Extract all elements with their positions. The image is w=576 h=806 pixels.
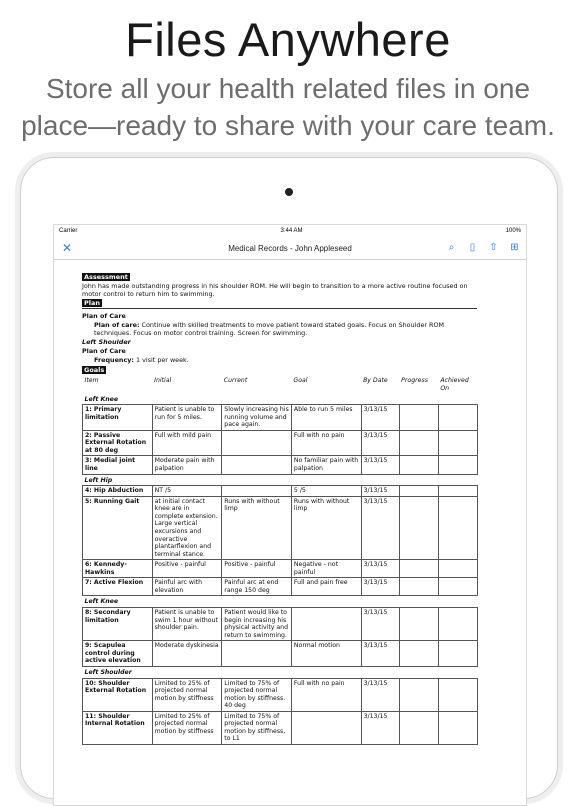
table-cell: Patient is unable to swim 1 hour without shoulder pain. [152, 608, 222, 641]
table-row [83, 496, 478, 560]
table-cell: Limited to 75% of projected normal motion by stiffness, to L1 [222, 711, 292, 744]
column-header: Progress [401, 377, 428, 385]
plan-heading: Plan [84, 299, 101, 308]
status-bar [54, 225, 526, 237]
plan-of-care-label-2: Plan of Care [82, 347, 126, 356]
table-cell: Slowly increasing his running volume and pace again. [222, 405, 292, 431]
table-cell [291, 608, 361, 641]
table-cell [399, 578, 438, 596]
table-cell [438, 430, 477, 456]
table-cell [399, 430, 438, 456]
table-cell: 1: Primary limitation [83, 405, 153, 431]
goal-group-row [83, 666, 478, 678]
table-cell [438, 578, 477, 596]
table-row [83, 405, 478, 431]
table-cell [222, 641, 292, 667]
table-cell: Full and pain free [291, 578, 361, 596]
plan-of-care-label: Plan of Care [82, 312, 126, 321]
table-cell: Moderate dyskinesia [152, 641, 222, 667]
table-row [83, 560, 478, 578]
table-cell: Full with no pain [291, 430, 361, 456]
tablet-screen [53, 224, 527, 806]
assessment-text: John has made outstanding progress in his shoulder ROM. He will begin to transition to a more active routine focused on motor control to return him to swimming. [82, 282, 468, 299]
table-cell [399, 405, 438, 431]
table-cell: Painful arc at end range 150 deg [222, 578, 292, 596]
table-cell [399, 456, 438, 474]
table-cell: Limited to 25% of projected normal motion by stiffness [152, 711, 222, 744]
table-cell [291, 711, 361, 744]
table-row [83, 678, 478, 711]
frequency-text: 1 visit per week. [136, 356, 189, 365]
goal-group-row [83, 474, 478, 486]
table-row [83, 578, 478, 596]
table-cell: Moderate pain with palpation [152, 456, 222, 474]
table-cell: 9: Scapulea control during active elevation [83, 641, 153, 667]
table-cell: Patient would like to begin increasing his physical activity and return to swimming. [222, 608, 292, 641]
medical-record-document [82, 273, 477, 745]
column-header: Item [84, 377, 99, 385]
assessment-heading: Assessment [84, 273, 128, 281]
table-cell: 5 /5 [291, 486, 361, 497]
column-header: Achieved On [440, 377, 469, 392]
table-cell: 3/13/15 [361, 711, 399, 744]
table-cell [438, 496, 477, 560]
table-cell: 3/13/15 [361, 496, 399, 560]
table-cell [438, 641, 477, 667]
goals-heading: Goals [84, 366, 105, 375]
table-cell: 11: Shoulder Internal Rotation [83, 711, 153, 744]
column-header: Goal [293, 377, 308, 385]
table-cell [438, 608, 477, 641]
goal-group-label: Left Knee [84, 395, 119, 403]
table-cell: NT /5 [152, 486, 222, 497]
goals-table [82, 376, 478, 745]
table-row [83, 486, 478, 497]
goal-group-row [83, 596, 478, 608]
table-cell: 4: Hip Abduction [83, 486, 153, 497]
goals-body [83, 394, 478, 745]
page-headline: Files Anywhere [125, 13, 451, 66]
search-icon[interactable]: ⌕ [448, 242, 455, 253]
table-cell: Runs with without limp [222, 496, 292, 560]
carrier-label: Carrier [59, 228, 78, 234]
subheadline-line-1: Store all your health related files in one [45, 73, 531, 104]
table-cell: Limited to 75% of projected normal motion by stiffness. 40 deg [222, 678, 292, 711]
table-cell: Positive - painful [152, 560, 222, 578]
table-cell [438, 560, 477, 578]
table-row [83, 456, 478, 474]
table-cell [399, 641, 438, 667]
table-cell [438, 678, 477, 711]
table-cell: 3/13/15 [361, 578, 399, 596]
clock-label: 3:44 AM [280, 228, 303, 234]
table-cell: Runs with without limp [291, 496, 361, 560]
table-row [83, 641, 478, 667]
table-cell: 6: Kennedy-Hawkins [83, 560, 153, 578]
table-row [83, 608, 478, 641]
table-cell: 3/13/15 [361, 486, 399, 497]
table-cell: 3/13/15 [361, 608, 399, 641]
table-cell: Negative - not painful [291, 560, 361, 578]
table-cell [438, 405, 477, 431]
document-title: Medical Records - John Appleseed [228, 243, 352, 253]
table-cell: Painful arc with elevation [152, 578, 222, 596]
camera-icon [285, 188, 293, 196]
battery-label: 100% [505, 228, 521, 234]
table-cell: 10: Shoulder External Rotation [83, 678, 153, 711]
table-cell [222, 486, 292, 497]
frequency-prefix: Frequency: [94, 356, 134, 365]
nav-actions [446, 242, 520, 253]
table-cell [222, 430, 292, 456]
table-cell [222, 456, 292, 474]
table-cell: Positive - painful [222, 560, 292, 578]
table-cell [438, 711, 477, 744]
table-cell [399, 486, 438, 497]
table-cell: 3/13/15 [361, 456, 399, 474]
nav-bar [54, 237, 526, 260]
table-cell [399, 711, 438, 744]
table-cell [399, 496, 438, 560]
share-icon[interactable]: ⇧ [489, 242, 498, 253]
table-cell: 2: Passive External Rotation at 80 deg [83, 430, 153, 456]
section-divider [82, 308, 477, 309]
table-cell [399, 560, 438, 578]
table-cell: Normal motion [291, 641, 361, 667]
tablet-frame [20, 157, 558, 799]
table-cell: No familiar pain with palpation [291, 456, 361, 474]
goal-group-row [83, 394, 478, 405]
close-icon[interactable]: ✕ [62, 241, 73, 255]
table-row [83, 711, 478, 744]
table-cell [438, 456, 477, 474]
table-cell: Patient is unable to run for 5 miles. [152, 405, 222, 431]
page-subheadline [0, 70, 576, 144]
table-cell: 3/13/15 [361, 641, 399, 667]
column-header: Current [223, 377, 248, 385]
table-cell: 3: Medial joint line [83, 456, 153, 474]
table-cell: 5: Running Gait [83, 496, 153, 560]
table-cell: 3/13/15 [361, 405, 399, 431]
column-header: Initial [154, 377, 172, 385]
table-cell: at initial contact knee are in complete extension. Large vertical excursions and overactive plantarflexion and terminal stance. [152, 496, 222, 560]
frequency-line [82, 356, 477, 364]
grid-icon[interactable]: ⊞ [510, 242, 519, 253]
table-cell [399, 608, 438, 641]
goal-group-label: Left Shoulder [84, 668, 132, 676]
plan-of-care-text: Continue with skilled treatments to move patient toward stated goals. Focus on Shoulder ROM techniques. Focus on motor control training. Screen for swimming. [94, 321, 445, 338]
plan-of-care-prefix: Plan of care: [94, 321, 140, 330]
subheadline-line-2: place—ready to share with your care team. [21, 110, 555, 141]
table-cell: 3/13/15 [361, 430, 399, 456]
left-shoulder-label: Left Shoulder [82, 338, 131, 347]
goal-group-label: Left Hip [84, 476, 113, 484]
table-cell: 8: Secondary limitation [83, 608, 153, 641]
table-cell: 3/13/15 [361, 678, 399, 711]
goal-group-label: Left Knee [84, 598, 119, 606]
table-cell: 3/13/15 [361, 560, 399, 578]
book-icon[interactable]: ▯ [469, 242, 476, 253]
goals-header-row [83, 376, 478, 393]
table-cell: Limited to 25% of projected normal motion by stiffness [152, 678, 222, 711]
table-cell [399, 678, 438, 711]
table-cell: Able to run 5 miles [291, 405, 361, 431]
table-cell: 7: Active Flexion [83, 578, 153, 596]
table-cell: Full with no pain [291, 678, 361, 711]
plan-of-care-paragraph [82, 321, 477, 337]
table-row [83, 430, 478, 456]
table-cell: Full with mild pain [152, 430, 222, 456]
column-header: By Date [363, 377, 388, 385]
table-cell [438, 486, 477, 497]
